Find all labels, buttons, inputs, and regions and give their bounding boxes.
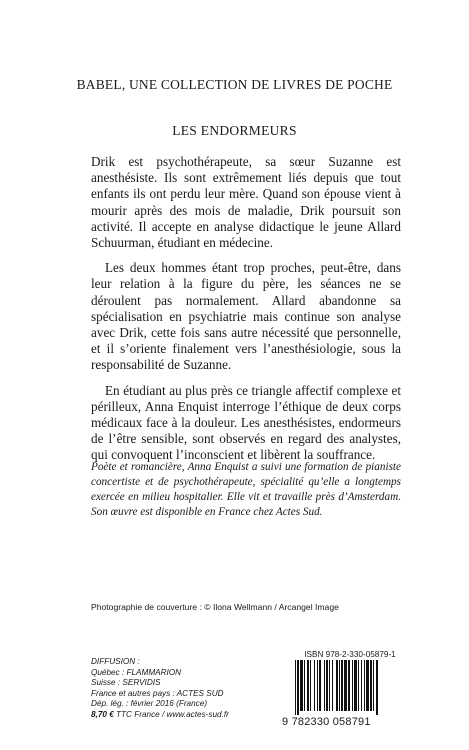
isbn: ISBN 978-2-330-05879-1 bbox=[304, 650, 396, 659]
diffusion-heading: DIFFUSION : bbox=[91, 657, 140, 666]
diffusion-quebec: Québec : FLAMMARION bbox=[91, 667, 182, 677]
book-title: LES ENDORMEURS bbox=[172, 123, 297, 138]
diffusion-suisse: Suisse : SERVIDIS bbox=[91, 678, 161, 688]
legal-deposit: Dép. lég. : février 2016 (France) bbox=[91, 699, 208, 709]
synopsis-paragraph: Drik est psychothérapeute, sa sœur Suzanne est anesthésiste. Ils sont extrêmement liés depuis que tout enfants ils ont perdu leur mère. Quand son épouse vient à mourir après des mois de maladie, Drik poursuit son activité. Il accepte en analyse didactique le jeune Allard Schuurman, étudiant en médecine. bbox=[91, 154, 401, 251]
barcode-icon bbox=[294, 660, 407, 715]
synopsis-paragraph: Les deux hommes étant trop proches, peut-être, dans leur relation à la figure du père, les séances ne se déroulent pas normalement. Allard abandonne sa spécialisation en psychiatrie mais continue son analyse avec Drik, cette fois sans autre nécessité que personnelle, et il s’oriente finalement vers l’anesthésiologie, sous la responsabilité de Suzanne. bbox=[91, 260, 401, 373]
synopsis bbox=[91, 154, 401, 473]
distribution-info bbox=[91, 657, 281, 721]
price-line bbox=[91, 710, 281, 721]
synopsis-paragraph: En étudiant au plus près ce triangle affectif complexe et périlleux, Anna Enquist interroge l’éthique de deux corps médicaux face à la douleur. Les anesthésistes, endormeurs de l’être sensible, sont observés en regard des analystes, qui convoquent l’inconscient et libèrent la souffrance. bbox=[91, 382, 401, 463]
price-details: TTC France / www.actes-sud.fr bbox=[113, 709, 229, 719]
barcode-number: 9 782330 058791 bbox=[282, 716, 371, 728]
diffusion-france: France et autres pays : ACTES SUD bbox=[91, 688, 224, 698]
series-line: BABEL, UNE COLLECTION DE LIVRES DE POCHE bbox=[76, 77, 393, 92]
author-bio: Poète et romancière, Anna Enquist a suivi une formation de pianiste concertiste et de psychothérapeute, spécialité qu’elle a longtemps exercée en milieu hospitalier. Elle vit et travaille près d’Amsterdam. Son œuvre est disponible en France chez Actes Sud. bbox=[91, 461, 401, 518]
photo-credit: Photographie de couverture : © Ilona Wellmann / Arcangel Image bbox=[91, 602, 339, 612]
price: 8,70 € bbox=[91, 709, 114, 719]
